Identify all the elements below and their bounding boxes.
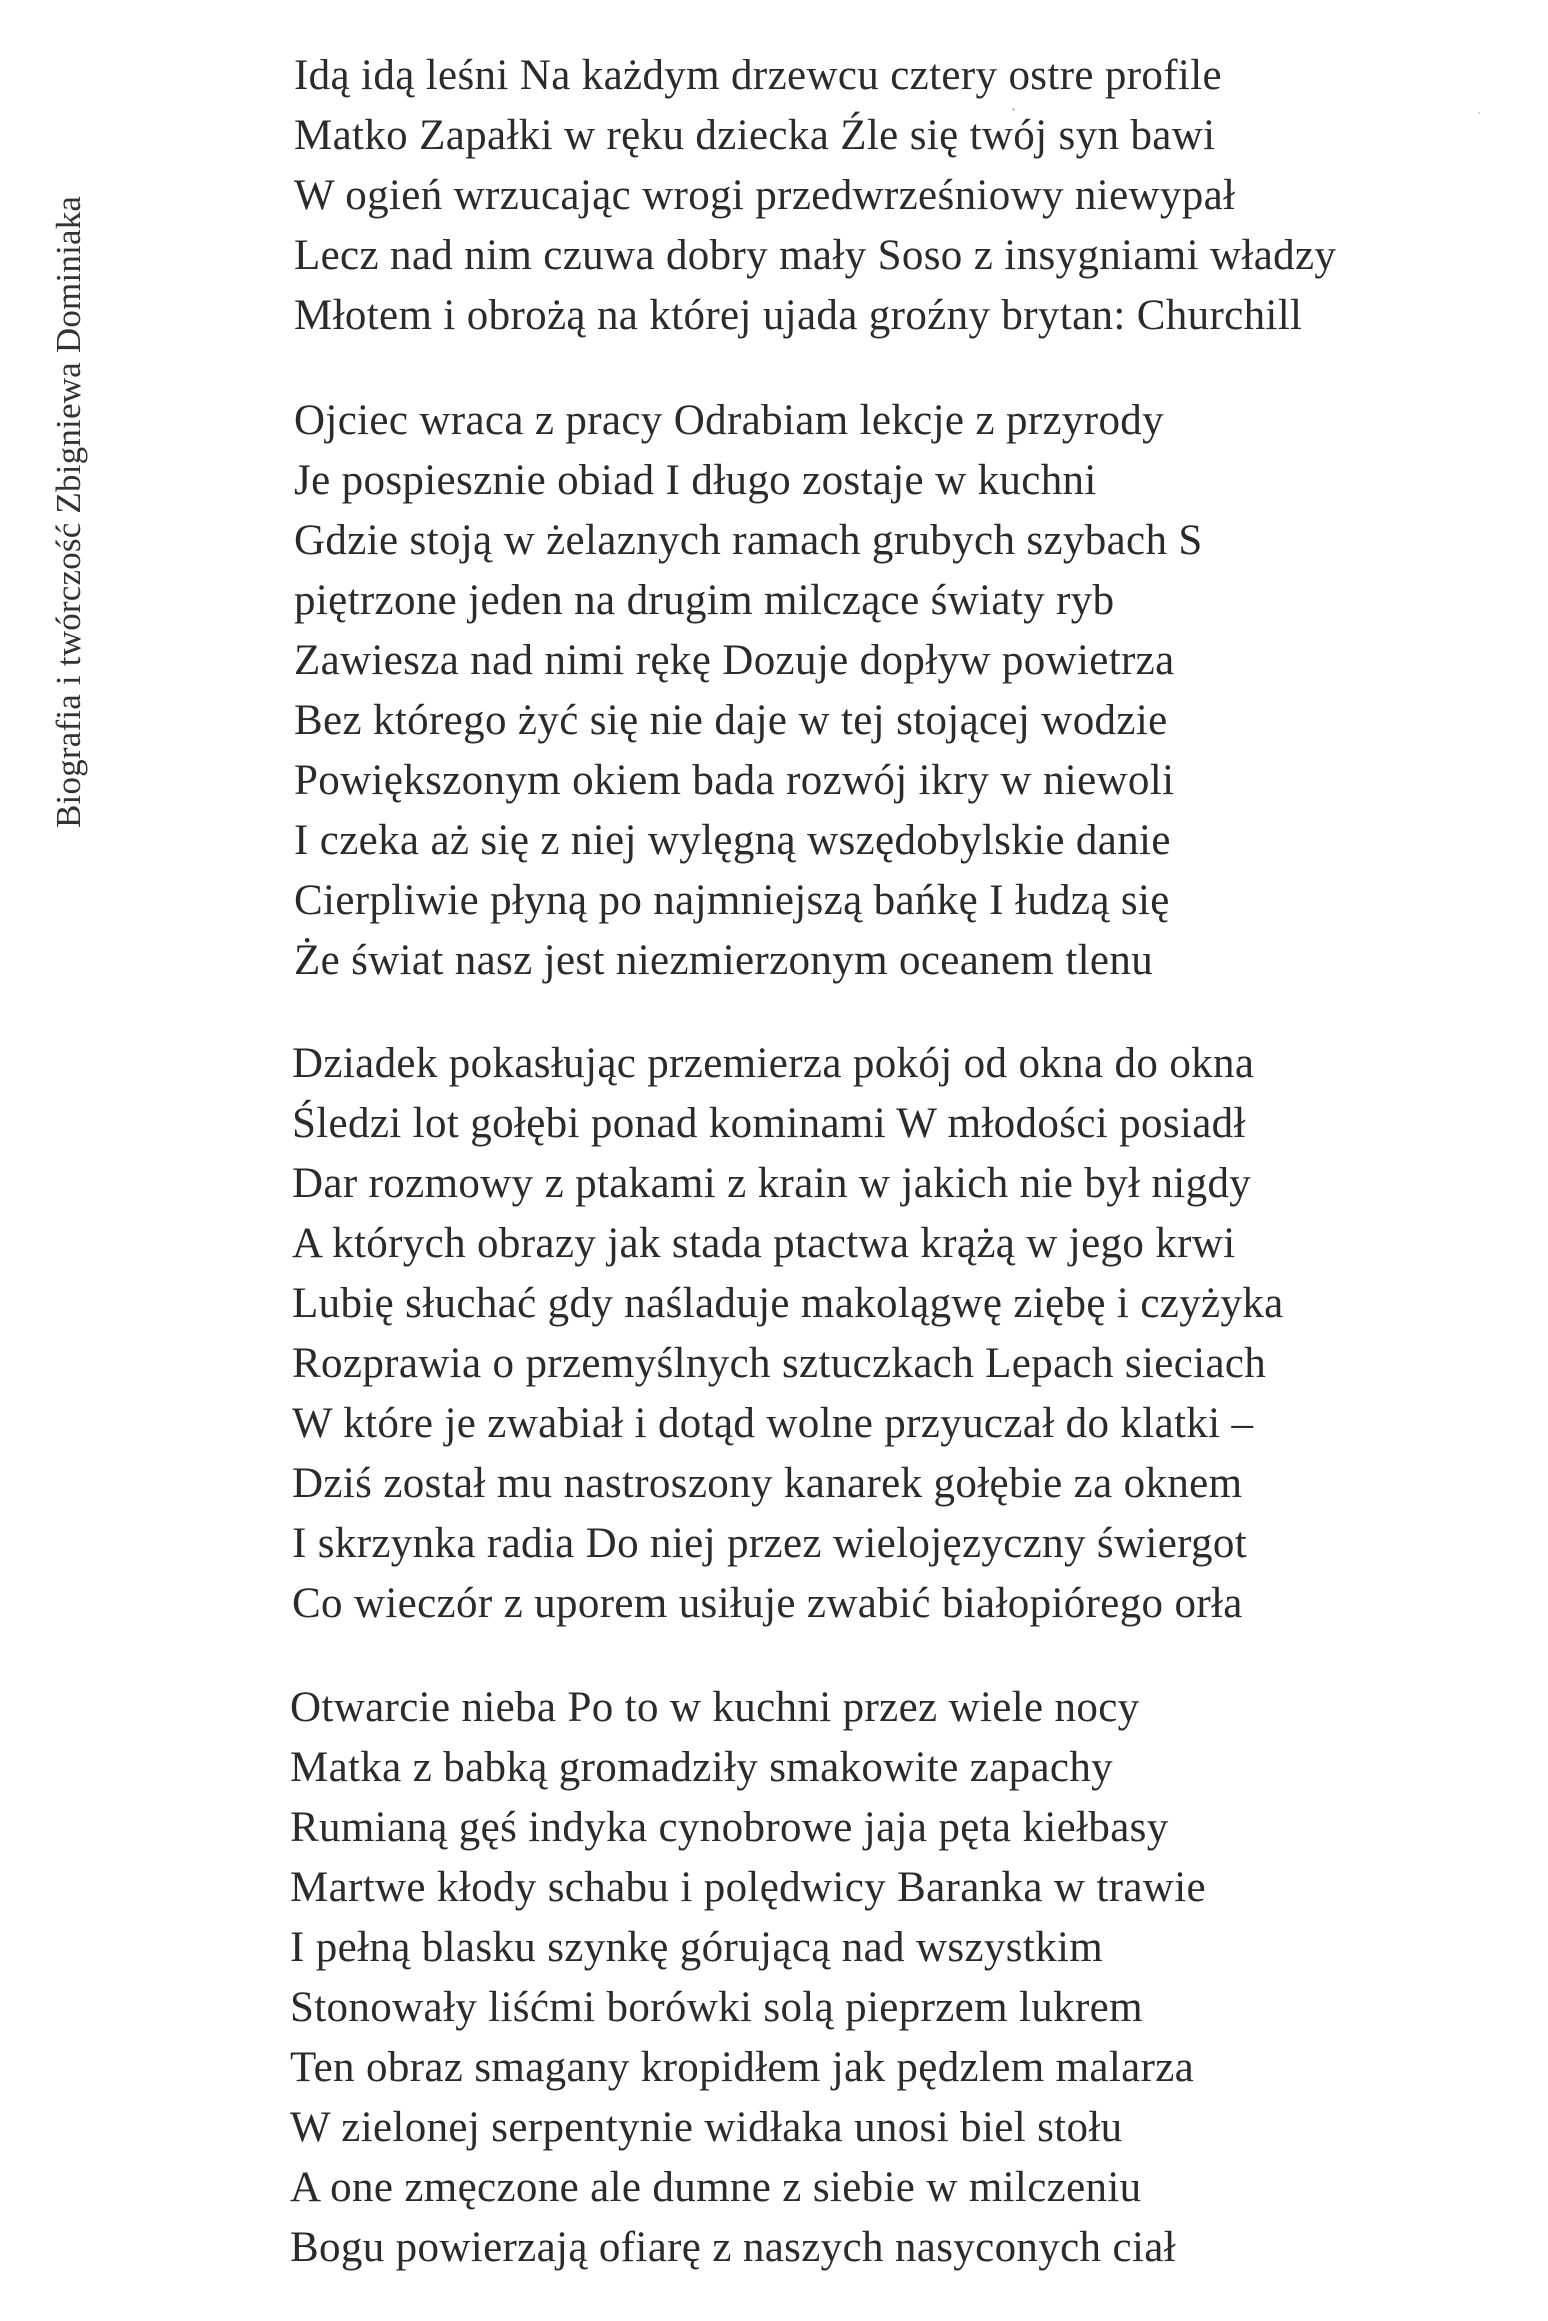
poem-line: Rozprawia o przemyślnych sztuczkach Lepach sieciach	[292, 1340, 1267, 1387]
poem-line: W które je zwabiał i dotąd wolne przyuczał do klatki –	[292, 1400, 1254, 1447]
poem-line: Rumianą gęś indyka cynobrowe jaja pęta kiełbasy	[290, 1804, 1169, 1851]
poem-line: Otwarcie nieba Po to w kuchni przez wiele nocy	[290, 1684, 1140, 1731]
poem-line: I skrzynka radia Do niej przez wielojęzyczny świergot	[292, 1520, 1248, 1567]
poem-line: Cierpliwie płyną po najmniejszą bańkę I łudzą się	[294, 877, 1170, 924]
poem-line: Matka z babką gromadziły smakowite zapachy	[290, 1744, 1114, 1791]
poem-line: Idą idą leśni Na każdym drzewcu cztery ostre profile	[294, 52, 1222, 99]
poem-line: Lubię słuchać gdy naśladuje makolągwę ziębę i czyżyka	[292, 1280, 1284, 1327]
poem-line: W zielonej serpentynie widłaka unosi biel stołu	[290, 2104, 1123, 2151]
scan-speck	[1012, 108, 1015, 111]
poem-line: Bez którego żyć się nie daje w tej stojącej wodzie	[294, 697, 1168, 744]
poem-line: Młotem i obrożą na której ujada groźny brytan: Churchill	[294, 292, 1303, 339]
poem-line: A których obrazy jak stada ptactwa krążą w jego krwi	[292, 1220, 1236, 1267]
scan-speck	[1478, 112, 1480, 114]
poem-line: Dziś został mu nastroszony kanarek gołębie za oknem	[292, 1460, 1243, 1507]
poem-line: Gdzie stoją w żelaznych ramach grubych szybach S	[294, 517, 1203, 564]
poem-line: Powiększonym okiem bada rozwój ikry w niewoli	[294, 757, 1175, 804]
poem-line: Śledzi lot gołębi ponad kominami W młodości posiadł	[292, 1100, 1246, 1147]
poem-line: Lecz nad nim czuwa dobry mały Soso z insygniami władzy	[294, 232, 1337, 279]
running-head-text: Biografia i twórczość Zbigniewa Dominiaka	[49, 195, 88, 828]
poem-line: Co wieczór z uporem usiłuje zwabić białopiórego orła	[292, 1580, 1243, 1627]
poem-line: Że świat nasz jest niezmierzonym oceanem tlenu	[294, 937, 1154, 984]
poem-line: Ojciec wraca z pracy Odrabiam lekcje z przyrody	[294, 397, 1165, 444]
running-head	[49, 58, 92, 828]
poem-line: Dar rozmowy z ptakami z krain w jakich nie był nigdy	[292, 1160, 1252, 1207]
poem-line: W ogień wrzucając wrogi przedwrześniowy niewypał	[294, 172, 1236, 219]
poem-line: A one zmęczone ale dumne z siebie w milczeniu	[290, 2164, 1142, 2211]
poem-line: Stonowały liśćmi borówki solą pieprzem lukrem	[290, 1984, 1143, 2031]
poem-line: I pełną blasku szynkę górującą nad wszystkim	[290, 1924, 1104, 1971]
poem-line: Dziadek pokasłując przemierza pokój od okna do okna	[292, 1040, 1255, 1087]
poem-line: Bogu powierzają ofiarę z naszych nasyconych ciał	[290, 2224, 1176, 2271]
poem-line: Zawiesza nad nimi rękę Dozuje dopływ powietrza	[294, 637, 1175, 684]
poem-line: I czeka aż się z niej wylęgną wszędobylskie danie	[294, 817, 1171, 864]
poem-line: Matko Zapałki w ręku dziecka Źle się twój syn bawi	[294, 112, 1216, 159]
poem-line: Ten obraz smagany kropidłem jak pędzlem malarza	[290, 2044, 1195, 2091]
poem-line: Martwe kłody schabu i polędwicy Baranka w trawie	[290, 1864, 1206, 1911]
poem-line: piętrzone jeden na drugim milczące światy ryb	[294, 577, 1115, 624]
poem-line: Je pospiesznie obiad I długo zostaje w kuchni	[294, 457, 1097, 504]
